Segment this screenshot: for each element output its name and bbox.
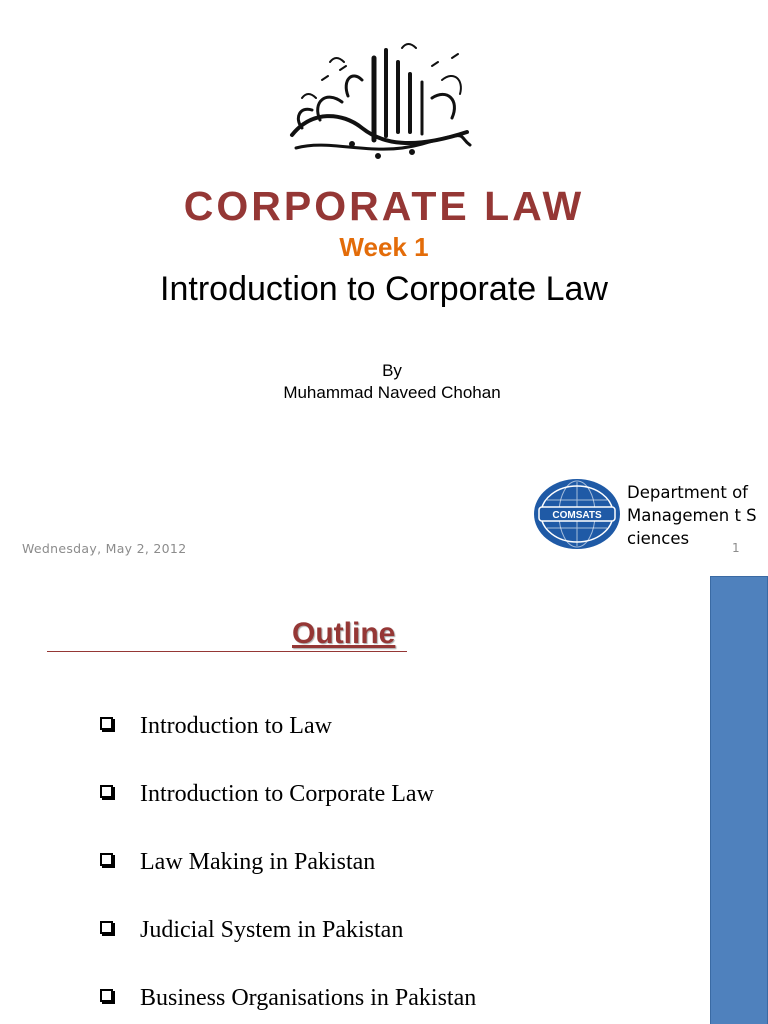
outline-list	[100, 711, 476, 1024]
list-item-text: Law Making in Pakistan	[140, 849, 376, 875]
by-label: By	[382, 361, 402, 380]
checkbox-bullet-icon	[100, 785, 113, 798]
side-bar-decoration	[710, 576, 768, 1024]
list-item-text: Introduction to Corporate Law	[140, 781, 434, 807]
slide-date: Wednesday, May 2, 2012	[22, 541, 187, 556]
outline-title: Outline	[292, 617, 396, 650]
logo-text: COMSATS	[552, 510, 602, 521]
bismillah-calligraphy-icon	[282, 40, 478, 165]
list-item-text: Introduction to Law	[140, 713, 332, 739]
course-title: CORPORATE LAW	[183, 183, 585, 229]
list-item	[100, 711, 476, 779]
checkbox-bullet-icon	[100, 921, 113, 934]
list-item	[100, 779, 476, 847]
comsats-logo-icon	[533, 478, 621, 550]
department-name: Department of Managemen t Sciences	[627, 483, 757, 548]
checkbox-bullet-icon	[100, 989, 113, 1002]
list-item-text: Business Organisations in Pakistan	[140, 985, 477, 1011]
week-label: Week 1	[339, 232, 429, 262]
author-name: Muhammad Naveed Chohan	[283, 383, 501, 402]
list-item	[100, 915, 476, 983]
list-item	[100, 847, 476, 915]
title-underline-rule	[47, 651, 407, 652]
checkbox-bullet-icon	[100, 853, 113, 866]
page-number: 1	[732, 541, 740, 555]
lecture-subtitle: Introduction to Corporate Law	[160, 270, 608, 308]
list-item	[100, 983, 476, 1024]
outline-slide	[0, 575, 768, 1024]
checkbox-bullet-icon	[100, 717, 113, 730]
list-item-text: Judicial System in Pakistan	[140, 917, 404, 943]
